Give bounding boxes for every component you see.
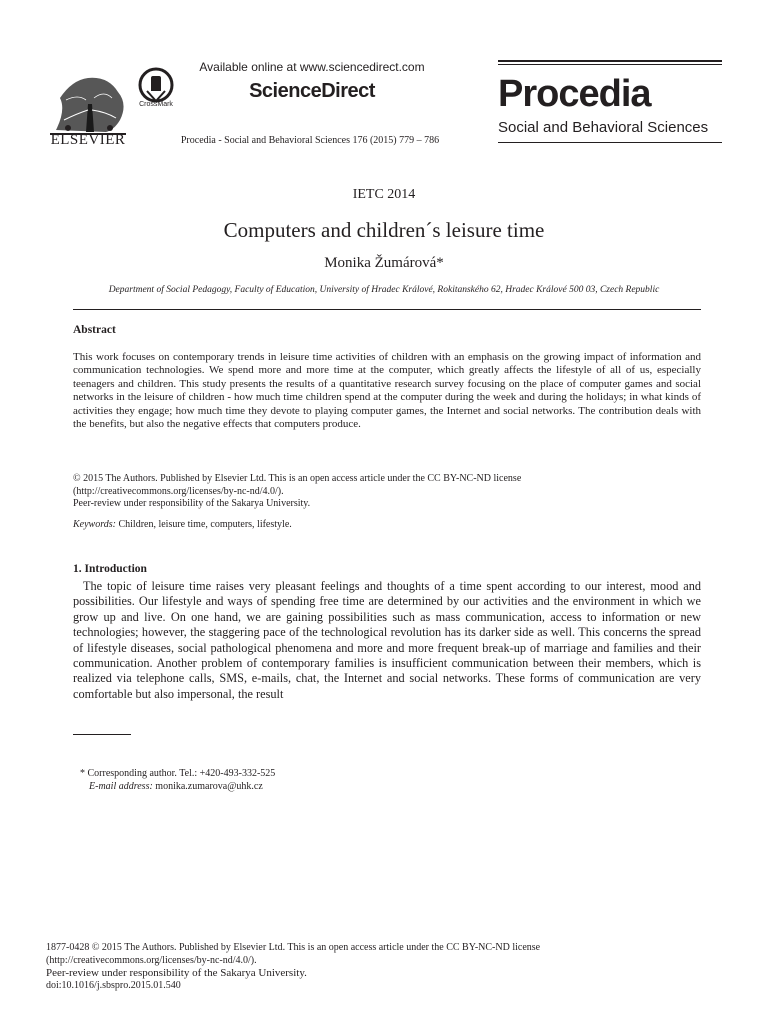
copyright-line: © 2015 The Authors. Published by Elsevier Ltd. This is an open access article under the CC BY-NC-ND license [73,473,522,484]
crossmark-label: CrossMark [139,101,173,108]
footer-peer-review: Peer-review under responsibility of the Sakarya University. [46,967,307,980]
peer-review-note: Peer-review under responsibility of the Sakarya University. [73,498,311,509]
masthead-rule-thin [498,64,722,65]
publisher-wordmark: ELSEVIER [50,132,126,148]
masthead-rule [498,60,722,62]
license-link[interactable]: (http://creativecommons.org/licenses/by-nc-nd/4.0/). [73,485,284,497]
keywords-list: Children, leisure time, computers, lifestyle. [115,519,292,530]
email-note [89,781,263,792]
email-label: E-mail address: [89,781,153,792]
available-online-text[interactable]: Available online at www.sciencedirect.com [199,60,425,74]
masthead-rule-bottom [498,142,722,143]
abstract-heading: Abstract [73,324,116,336]
section-divider [73,309,701,310]
sciencedirect-wordmark: ScienceDirect [249,80,375,102]
keywords-label: Keywords: [73,519,116,530]
introduction-heading: 1. Introduction [73,563,147,575]
email-address[interactable]: monika.zumarova@uhk.cz [152,781,263,792]
journal-citation: Procedia - Social and Behavioral Sciences 176 (2015) 779 – 786 [180,135,440,146]
author-affiliation: Department of Social Pedagogy, Faculty of Education, University of Hradec Králové, Rokitanského 62, Hradec Králové 500 03, Czech Republic [108,285,660,295]
procedia-masthead [498,60,722,143]
footnote-rule [73,734,131,735]
copyright-notice [73,473,701,511]
procedia-subtitle: Social and Behavioral Sciences [498,119,709,136]
corresponding-author-note: * Corresponding author. Tel.: +420-493-332-525 [80,768,276,779]
issn-line: 1877-0428 © 2015 The Authors. Published by Elsevier Ltd. This is an open access article under the CC BY-NC-ND license [46,942,541,953]
abstract-text: This work focuses on contemporary trends in leisure time activities of children with an emphasis on the growing impact of information and communication technologies. We spend more and more time at the computer, which greatly affects the lifestyle of all of us, especially teenagers and children. This study presents the results of a quantitative research survey focusing on the place of computer games and social networks in the leisure of children - how much time children spend at the computer during the week and during the holidays; in what kinds of activities they engage; how much time they devote to playing computer games, the Internet and social networks. The contribution deals with the benefits, but also the negative effects that computers produce. [73,351,701,431]
footer-license-link[interactable]: (http://creativecommons.org/licenses/by-nc-nd/4.0/). [46,954,257,966]
keywords-line [73,519,701,530]
page-footer [46,942,726,992]
article-title: Computers and children´s leisure time [223,218,545,242]
author-name: Monika Žumárová* [324,255,444,271]
introduction-text: The topic of leisure time raises very pleasant feelings and thoughts of a time spent according to our interest, mood and possibilities. Our lifestyle and ways of spending free time are determined by our activities and the environment in which we grow up and live. On one hand, we are gaining possibilities such as mass communication, access to information or new technologies; however, the staggering pace of the technological revolution has its darker side as well. This concerns the spread of lifestyle diseases, social pathological phenomena and more and more frequent break-up of marriage and families and their communication. Another problem of contemporary families is insufficient communication between their members, which is realized via telephone calls, SMS, e-mails, chat, the Internet and social networks. These forms of communication are very comfortable but also impersonal, the result [73,579,701,701]
conference-name: IETC 2014 [352,187,416,202]
procedia-title: Procedia [498,73,651,115]
doi[interactable]: doi:10.1016/j.sbspro.2015.01.540 [46,979,181,991]
